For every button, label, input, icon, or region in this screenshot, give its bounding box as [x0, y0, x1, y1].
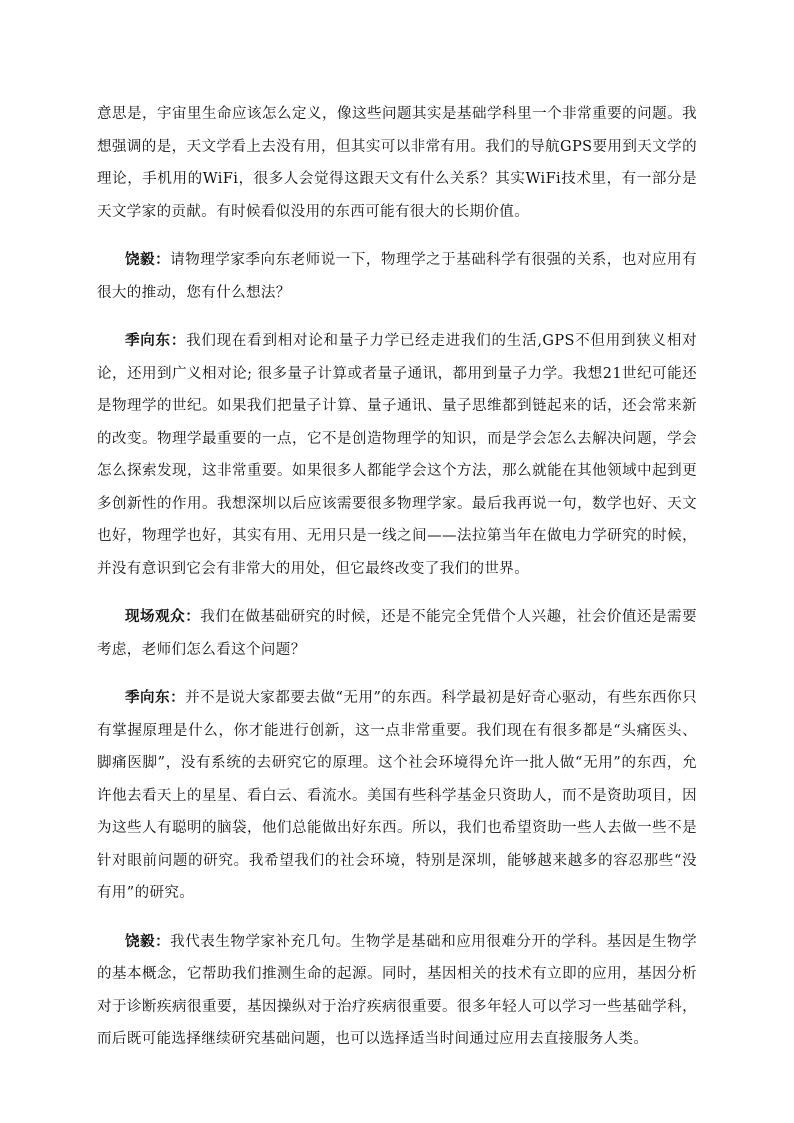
paragraph-text: 我们在做基础研究的时候，还是不能完全凭借个人兴趣，社会价值还是需要考虑，老师们怎么看这个问题？ [97, 609, 698, 658]
paragraph-5 [97, 682, 697, 910]
paragraph-text: 我代表生物学家补充几句。生物学是基础和应用很难分开的学科。基因是生物学的基本概念，它帮助我们推测生命的起源。同时，基因相关的技术有立即的应用，基因分析对于诊断疾病很重要，基因操纵对于治疗疾病很重要。很多年轻人可以学习一些基础学科，而后既可能选择继续研究基础问题，也可以选择适当时间通过应用去直接服务人类。 [97, 933, 697, 1047]
paragraph-3 [97, 325, 697, 585]
paragraph-4 [97, 601, 697, 666]
paragraph-text: 我们现在看到相对论和量子力学已经走进我们的生活,GPS不但用到狭义相对论，还用到广义相对论; 很多量子计算或者量子通讯，都用到量子力学。我想21世纪可能还是物理学的世纪。如果我们把量子计算、量子通讯、量子思维都到链起来的话，还会常来新的改变。物理学最重要的一点，它不是创造物理学的知识，而是学会怎么去解决问题，学会怎么探索发现，这非常重要。如果很多人都能学会这个方法，那么就能在其他领域中起到更多创新性的作用。我想深圳以后应该需要很多物理学家。最后我再说一句，数学也好、天文也好，物理学也好，其实有用、无用只是一线之间——法拉第当年在做电力学研究的时候，并没有意识到它会有非常大的用处，但它最终改变了我们的世界。 [97, 333, 697, 577]
speaker-label: 饶毅： [125, 932, 171, 950]
paragraph-text: 请物理学家季向东老师说一下，物理学之于基础科学有很强的关系，也对应用有很大的推动，您有什么想法？ [97, 252, 697, 301]
paragraph-2 [97, 244, 697, 309]
paragraph-text: 意思是，宇宙里生命应该怎么定义，像这些问题其实是基础学科里一个非常重要的问题。我想强调的是，天文学看上去没有用，但其实可以非常有用。我们的导航GPS要用到天文学的理论，手机用的WiFi，很多人会觉得这跟天文有什么关系？其实WiFi技术里，有一部分是天文学家的贡献。有时候看似没用的东西可能有很大的长期价值。 [97, 106, 697, 220]
paragraph-6 [97, 926, 697, 1056]
speaker-label: 季向东： [125, 689, 186, 706]
speaker-label: 季向东： [125, 332, 187, 349]
paragraph-1 [97, 98, 697, 228]
speaker-label: 现场观众： [125, 608, 201, 625]
speaker-label: 饶毅： [125, 251, 171, 268]
paragraph-text: 并不是说大家都要去做“无用”的东西。科学最初是好奇心驱动，有些东西你只有掌握原理是什么，你才能进行创新，这一点非常重要。我们现在有很多都是“头痛医头、脚痛医脚”，没有系统的去研究它的原理。这个社会环境得允许一批人做“无用”的东西，允许他去看天上的星星、看白云、看流水。美国有些科学基金只资助人，而不是资助项目，因为这些人有聪明的脑袋，他们总能做出好东西。所以，我们也希望资助一些人去做一些不是针对眼前问题的研究。我希望我们的社会环境，特别是深圳，能够越来越多的容忍那些“没有用”的研究。 [97, 690, 697, 901]
